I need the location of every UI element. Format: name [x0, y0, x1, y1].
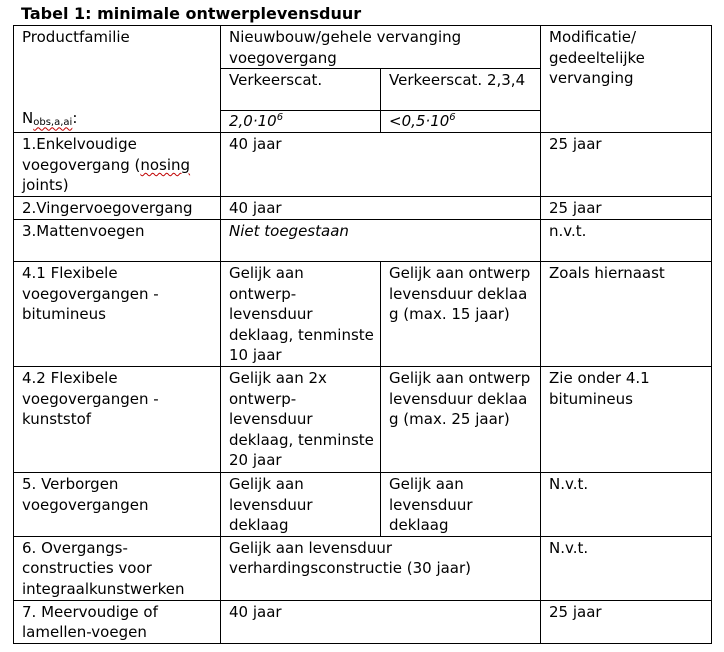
modificatie-cell: 25 jaar	[541, 600, 712, 643]
product-cell: 5. Verborgen voegovergangen	[14, 472, 221, 536]
nieuwbouw-cell: 40 jaar	[221, 600, 541, 643]
header-row	[14, 26, 712, 69]
modificatie-cell: N.v.t.	[541, 472, 712, 536]
modificatie-cell: 25 jaar	[541, 133, 712, 197]
header-productfamilie-label: Productfamilie	[22, 28, 130, 46]
product-cell: 7. Meervoudige of lamellen-voegen	[14, 600, 221, 643]
table-row	[14, 261, 712, 366]
nieuwbouw-cell: 40 jaar	[221, 196, 541, 219]
table-row	[14, 472, 712, 536]
product-text-end: joints)	[22, 176, 69, 195]
nieuwbouw-cell: Gelijk aan levensduur verhardingsconstructie (30 jaar)	[221, 536, 541, 600]
nieuwbouw-cell: 40 jaar	[221, 133, 541, 197]
product-text-flagged: nosing	[140, 155, 191, 174]
header-nieuwbouw: Nieuwbouw/gehele vervanging voegovergang	[221, 26, 541, 69]
table-row	[14, 366, 712, 472]
table-row	[14, 196, 712, 219]
cat234-cell: Gelijk aan ontwerplevensduur deklaag (max. 25 jaar)	[381, 366, 541, 472]
nobs-value-cat1-exp: 6	[276, 112, 284, 124]
table-row	[14, 133, 712, 197]
nobs-label	[22, 108, 77, 132]
nobs-colon: :	[72, 108, 78, 127]
header-cat1: Verkeerscat.	[221, 69, 381, 111]
modificatie-cell: n.v.t.	[541, 219, 712, 261]
header-cat234: Verkeerscat. 2,3,4	[381, 69, 541, 111]
cat1-cell: Gelijk aan 2x ontwerp- levensduur deklaag, tenminste 20 jaar	[221, 366, 381, 472]
product-cell	[14, 133, 221, 197]
nobs-value-cat234-exp: 6	[449, 112, 456, 124]
product-cell: 3.Mattenvoegen	[14, 219, 221, 261]
nobs-value-cat1-base: 2,0·10	[229, 112, 277, 131]
table-row	[14, 536, 712, 600]
modificatie-cell: Zie onder 4.1 bitumineus	[541, 366, 712, 472]
table-title: Tabel 1: minimale ontwerplevensduur	[21, 4, 362, 23]
cat234-cell: Gelijk aan ontwerplevensduur deklaag (max. 15 jaar)	[381, 261, 541, 366]
modificatie-cell: N.v.t.	[541, 536, 712, 600]
cat234-cell: Gelijk aan levensduur deklaag	[381, 472, 541, 536]
nobs-value-cat1	[221, 111, 381, 133]
product-cell: 4.2 Flexibele voegovergangen - kunststof	[14, 366, 221, 472]
table-row	[14, 600, 712, 643]
modificatie-cell: 25 jaar	[541, 196, 712, 219]
nieuwbouw-cell: Niet toegestaan	[221, 219, 541, 261]
nobs-prefix: N	[22, 108, 34, 127]
product-cell: 2.Vingervoegovergang	[14, 196, 221, 219]
product-text: 1.Enkelvoudige voegovergang (	[22, 135, 141, 174]
nobs-subscript: obs,a,ai	[33, 116, 73, 128]
product-cell: 6. Overgangs- constructies voor integraalkunstwerken	[14, 536, 221, 600]
table-row	[14, 219, 712, 261]
cat1-cell: Gelijk aan ontwerp- levensduur deklaag, tenminste 10 jaar	[221, 261, 381, 366]
header-modificatie: Modificatie/ gedeeltelijke vervanging	[541, 26, 712, 133]
design-life-table	[13, 25, 712, 644]
nobs-value-cat234	[381, 111, 541, 133]
header-productfamilie	[14, 26, 221, 133]
cat1-cell: Gelijk aan levensduur deklaag	[221, 472, 381, 536]
nobs-value-cat234-base: <0,5·10	[389, 112, 450, 131]
product-cell: 4.1 Flexibele voegovergangen - bitumineus	[14, 261, 221, 366]
modificatie-cell: Zoals hiernaast	[541, 261, 712, 366]
